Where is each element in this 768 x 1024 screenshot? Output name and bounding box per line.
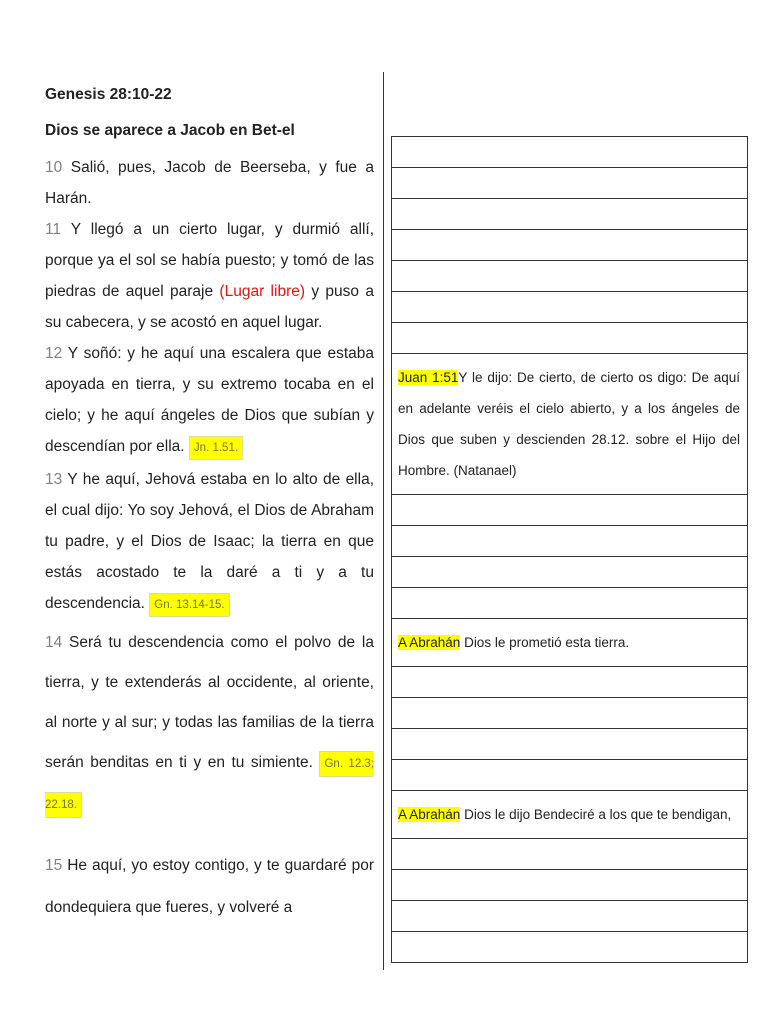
empty-row[interactable]: [391, 495, 748, 526]
cross-reference[interactable]: Jn. 1.51.: [189, 436, 243, 460]
verse-13: [45, 464, 374, 621]
verse-number: 13: [45, 471, 63, 488]
verse-number: 10: [45, 159, 63, 176]
empty-row[interactable]: [391, 901, 748, 932]
empty-row[interactable]: [391, 870, 748, 901]
empty-row[interactable]: [391, 168, 748, 199]
verse-number: 11: [45, 221, 62, 238]
note-row[interactable]: [391, 619, 748, 667]
empty-row[interactable]: [391, 932, 748, 963]
empty-row[interactable]: [391, 199, 748, 230]
empty-row[interactable]: [391, 760, 748, 791]
empty-row[interactable]: [391, 557, 748, 588]
verse-11: [45, 214, 374, 338]
note-highlight: Juan 1:51: [398, 370, 459, 385]
note-highlight: A Abrahán: [398, 807, 461, 822]
note-text: Y le dijo: De cierto, de cierto os digo: De aquí en adelante veréis el cielo abierto, y a los ángeles de Dios que suben y descienden 28.12. sobre el Hijo del Hombre. (Natanael): [398, 370, 740, 478]
verse-15: [45, 845, 374, 929]
annotation-red: (Lugar libre): [219, 283, 306, 300]
spacer: [45, 825, 374, 845]
verse-text: Y he aquí, Jehová estaba en lo alto de ella, el cual dijo: Yo soy Jehová, el Dios de Abraham tu padre, y el Dios de Isaac; la tierra en que estás acostado te la daré a ti y a tu descendencia.: [45, 471, 374, 612]
empty-row[interactable]: [391, 261, 748, 292]
empty-row[interactable]: [391, 292, 748, 323]
page-title: Genesis 28:10-22: [45, 86, 172, 103]
empty-row[interactable]: [391, 839, 748, 870]
column-divider: [383, 72, 384, 970]
note-row[interactable]: [391, 791, 748, 839]
verse-text: Salió, pues, Jacob de Beerseba, y fue a Harán.: [45, 159, 374, 207]
verse-text: He aquí, yo estoy contigo, y te guardaré por dondequiera que fueres, y volveré a: [45, 857, 374, 916]
empty-row[interactable]: [391, 588, 748, 619]
verse-text: y puso a su cabecera, y se acostó en aquel lugar.: [45, 283, 374, 331]
verse-10: [45, 152, 374, 214]
empty-row[interactable]: [391, 667, 748, 698]
verse-14: [45, 623, 374, 825]
cross-reference[interactable]: Gn. 13.14-15.: [149, 593, 229, 617]
cross-reference[interactable]: Gn. 12.3; 22.18.: [45, 751, 374, 818]
empty-row[interactable]: [391, 137, 748, 168]
verse-number: 12: [45, 345, 63, 362]
scripture-column: [45, 84, 374, 929]
verse-text: Y llegó a un cierto lugar, y durmió allí, porque ya el sol se había puesto; y tomó de las piedras de aquel paraje: [45, 221, 374, 300]
note-highlight: A Abrahán: [398, 635, 461, 650]
verse-number: 15: [45, 857, 63, 874]
verse-text: Será tu descendencia como el polvo de la tierra, y te extenderás al occidente, al oriente, al norte y al sur; y todas las familias de la tierra serán benditas en ti y en tu simiente.: [45, 634, 374, 771]
note-text: Dios le prometió esta tierra.: [460, 635, 630, 650]
verse-text: Y soñó: y he aquí una escalera que estaba apoyada en tierra, y su extremo tocaba en el cielo; y he aquí ángeles de Dios que subían y descendían por ella.: [45, 345, 374, 455]
section-heading: Dios se aparece a Jacob en Bet-el: [45, 122, 295, 139]
empty-row[interactable]: [391, 230, 748, 261]
empty-row[interactable]: [391, 729, 748, 760]
verse-number: 14: [45, 634, 63, 651]
verse-12: [45, 338, 374, 464]
empty-row[interactable]: [391, 698, 748, 729]
note-row[interactable]: [391, 354, 748, 495]
notes-table: [391, 136, 748, 963]
note-text: Dios le dijo Bendeciré a los que te bendigan,: [460, 807, 732, 822]
empty-row[interactable]: [391, 526, 748, 557]
empty-row[interactable]: [391, 323, 748, 354]
